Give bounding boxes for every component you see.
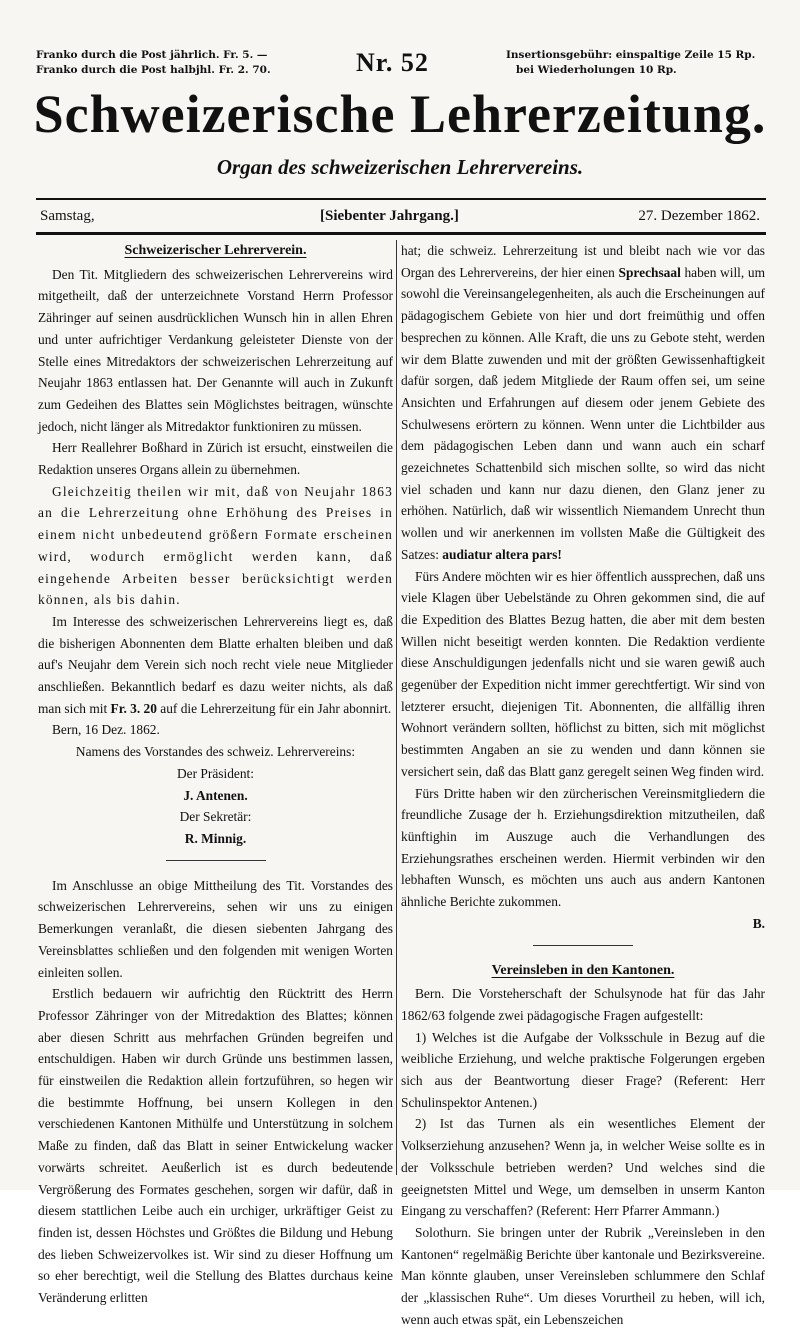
- right-column: [401, 240, 765, 1330]
- on-behalf-line: Namens des Vorstandes des schweiz. Lehrervereins:: [75, 744, 356, 760]
- section-separator: [533, 945, 633, 946]
- volume-label: [Siebenter Jahrgang.]: [320, 208, 459, 224]
- article-paragraph: Fürs Andere möchten wir es hier öffentlich aussprechen, daß uns viele Klagen über Uebelstände zu Ohren gekommen sind, die auf die Expedition des Blattes Bezug hatten, die aber mit dem besten Willen nicht beseitigt werden konnten. Die Redaktion verdiente diese Anschuldigungen jedenfalls nicht und sie waren gewiß auch gegenüber der Expedition nicht immer gerechtfertigt. Wir sind von letzterer ersucht, diejenigen Tit. Abonnenten, die allfällig ihren Wohnort verändern sollten, höflichst zu bitten, sich mit möglichst bestimmten Angaben an sie zu wenden und dann können sie versichert sein, daß das Blatt ganz geregelt seinen Weg finden wird.: [401, 568, 765, 779]
- article-paragraph: [38, 611, 393, 720]
- subscription-info: [36, 48, 271, 78]
- section-heading-lehrerverein: Schweizerischer Lehrerverein.: [124, 243, 307, 258]
- issue-number: Nr. 52: [356, 48, 429, 77]
- article-paragraph: Fürs Dritte haben wir den zürcherischen Vereinsmitgliedern die freundliche Zusage der h. Erziehungsdirektion mitzutheilen, daß künftighin im Auszuge auch die Verhandlungen des Erziehungsrathes erscheinen werden. Hiermit verbinden wir den lebhaften Wunsch, es möchten uns auch aus andern Kantonen ähnliche Berichte zukommen.: [401, 785, 765, 910]
- header-bottom-rule: [36, 232, 766, 235]
- sprechsaal-term: Sprechsaal: [618, 264, 681, 280]
- issue-date: 27. Dezember 1862.: [638, 208, 760, 224]
- subscription-price: Fr. 3. 20: [110, 700, 157, 716]
- paragraph-text: auf die Lehrerzeitung für ein Jahr abonnirt.: [160, 700, 392, 716]
- place-date: Bern, 16 Dez. 1862.: [52, 722, 160, 738]
- question-item: 1) Welches ist die Aufgabe der Volksschule in Bezug auf die weibliche Erziehung, und welche praktische Folgerungen ergeben sich aus der Beantwortung dieser Frage? (Referent: Herr Schulinspektor Antenen.): [401, 1029, 765, 1110]
- subscription-yearly: Franko durch die Post jährlich. Fr. 5. —: [36, 49, 268, 61]
- secretary-name: R. Minnig.: [184, 830, 247, 846]
- president-name: J. Antenen.: [183, 787, 248, 803]
- question-item: 2) Ist das Turnen als ein wesentliches Element der Volkserziehung anzusehen? Wenn ja, in welcher Weise sollte es in der Volksschule betrieben werden? Und welches sind die geeignetsten Mittel und Wege, um demselben in unserm Kanton Eingang zu verschaffen? (Referent: Herr Pfarrer Ammann.): [401, 1116, 765, 1219]
- paragraph-text: haben will, um sowohl die Vereinsangelegenheiten, als auch die Erscheinungen auf pädagogischem Gebiete von hier und dort freimüthig und offen besprechen zu können. Alle Kraft, die uns zu Gebote steht, werden wir dem Blatte zuwenden und mit der größten Gewissenhaftigkeit dafür sorgen, daß jedem Mitgliede der Raum offen sei, um seine Ansichten und Erfahrungen auf diesem oder jenem Gebiete des Schulwesens erörtern zu können. Wenn unter die Lichtbilder aus dem pädagogischen Leben dann und wann auch ein scharf gezeichnetes Schattenbild sich mischen sollte, so wird das nicht viel schaden und kann nur dazu dienen, den Glanz jener zu erhöhen. Natürlich, daß wir wissentlich Niemandem Unrecht thun wollen und wir anerkennen im vollsten Maße die Gültigkeit des Satzes:: [401, 264, 765, 562]
- president-label: Der Präsident:: [177, 765, 254, 781]
- issue-day: Samstag,: [40, 208, 95, 224]
- paragraph-text: hat; die schweiz. Lehrerzeitung ist und bleibt nach wie vor das Organ des Lehrervereins, der hier einen: [401, 243, 765, 280]
- article-paragraph: Im Anschlusse an obige Mittheilung des Tit. Vorstandes des schweizerischen Lehrervereins, sehen wir uns zu einigen Bemerkungen veranlaßt, die diesen siebenten Jahrgang des Vereinsblattes schließen und den folgenden mit wenigen Worten einleiten sollen.: [38, 877, 393, 980]
- section-heading-kantone: Vereinsleben in den Kantonen.: [491, 962, 675, 978]
- article-paragraph: Herr Reallehrer Boßhard in Zürich ist ersucht, einstweilen die Redaktion unseres Organs allein zu übernehmen.: [38, 440, 393, 478]
- subscription-halfyear: Franko durch die Post halbjhl. Fr. 2. 70.: [36, 64, 271, 76]
- ad-rate-line: Insertionsgebühr: einspaltige Zeile 15 Rp.: [506, 49, 756, 61]
- article-paragraph: Den Tit. Mitgliedern des schweizerischen Lehrervereins wird mitgetheilt, daß der unterzeichnete Vorstand Herrn Professor Zähringer auf seinen ausdrücklichen Wunsch hin in allen Ehren und unter aufrichtiger Verdankung geleisteter Dienste von der Stelle eines Mitredaktors der schweizerischen Lehrerzeitung auf Neujahr 1863 entlassen hat. Der Genannte will auch in Zukunft zum Gedeihen des Blattes sein Möglichstes beitragen, wünschte jedoch, nicht länger als Mitredaktor funktioniren zu müssen.: [38, 266, 393, 434]
- article-paragraph: Gleichzeitig theilen wir mit, daß von Neujahr 1863 an die Lehrerzeitung ohne Erhöhung des Preises in einem nicht unbedeutend größern Formate erscheinen wird, wodurch ermöglicht werden kann, daß eingehende Arbeiten besser berücksichtigt werden können, als bis dahin.: [38, 483, 393, 608]
- column-divider: [396, 240, 397, 1175]
- newspaper-title: Schweizerische Lehrerzeitung.: [33, 84, 767, 144]
- secretary-label: Der Sekretär:: [179, 809, 252, 825]
- author-signoff: B.: [752, 915, 765, 931]
- newspaper-subtitle: Organ des schweizerischen Lehrervereins.: [216, 155, 584, 179]
- latin-quote: audiatur altera pars!: [442, 546, 562, 562]
- article-paragraph: Solothurn. Sie bringen unter der Rubrik „Vereinsleben in den Kantonen“ regelmäßig Berichte über kantonale und Bezirksvereine. Man könnte glauben, unser Vereinsleben schlummere den Schlaf der „klassischen Ruhe“. Um dieses Vorurtheil zu heben, will ich, wenn auch etwas spät, ein Lebenszeichen: [401, 1224, 765, 1327]
- top-rule: [36, 198, 766, 200]
- paragraph-text: Im Interesse des schweizerischen Lehrervereins liegt es, daß die bisherigen Abonnenten dem Blatte erhalten bleiben und daß auf's Neujahr dem Verein sich noch recht viele neue Mitglieder anschließen. Bekanntlich bedarf es dazu weiter nichts, als daß man sich mit: [38, 613, 393, 716]
- left-column: [38, 240, 393, 1309]
- article-paragraph: Bern. Die Vorsteherschaft der Schulsynode hat für das Jahr 1862/63 folgende zwei pädagogische Fragen aufgestellt:: [401, 986, 765, 1023]
- article-paragraph: [401, 240, 765, 566]
- section-separator: [166, 860, 266, 861]
- advertising-info: [506, 48, 766, 78]
- ad-repeat-line: bei Wiederholungen 10 Rp.: [516, 64, 677, 76]
- article-paragraph: Erstlich bedauern wir aufrichtig den Rücktritt des Herrn Professor Zähringer von der Mitredaktion des Blattes; können aber diesen Schritt aus mehrfachen Gründen begreifen und entschuldigen. Haben wir durch Gründe uns bestimmen lassen, für einstweilen die Redaktion allein fortzuführen, so hegen wir die bestimmte Hoffnung, bei unsern Kollegen in den verschiedenen Kantonen Mithülfe und Unterstützung in solchem Maße zu finden, daß das Blatt in seiner Entwickelung wacker vorwärts schreitet. Aeußerlich ist es durch bedeutende Vergrößerung des Formates geschehen, sorgen wir dafür, daß in diesem stattlichen Leibe auch ein urchiger, urkräftiger Geist zu finden ist, dessen Höchstes und Größtes die Bildung und Hebung des lieben Schweizervolkes ist. Wir sind zu dieser Hoffnung um so eher berechtigt, weil die Stellung des Blattes durchaus keine Veränderung erlitten: [38, 986, 393, 1306]
